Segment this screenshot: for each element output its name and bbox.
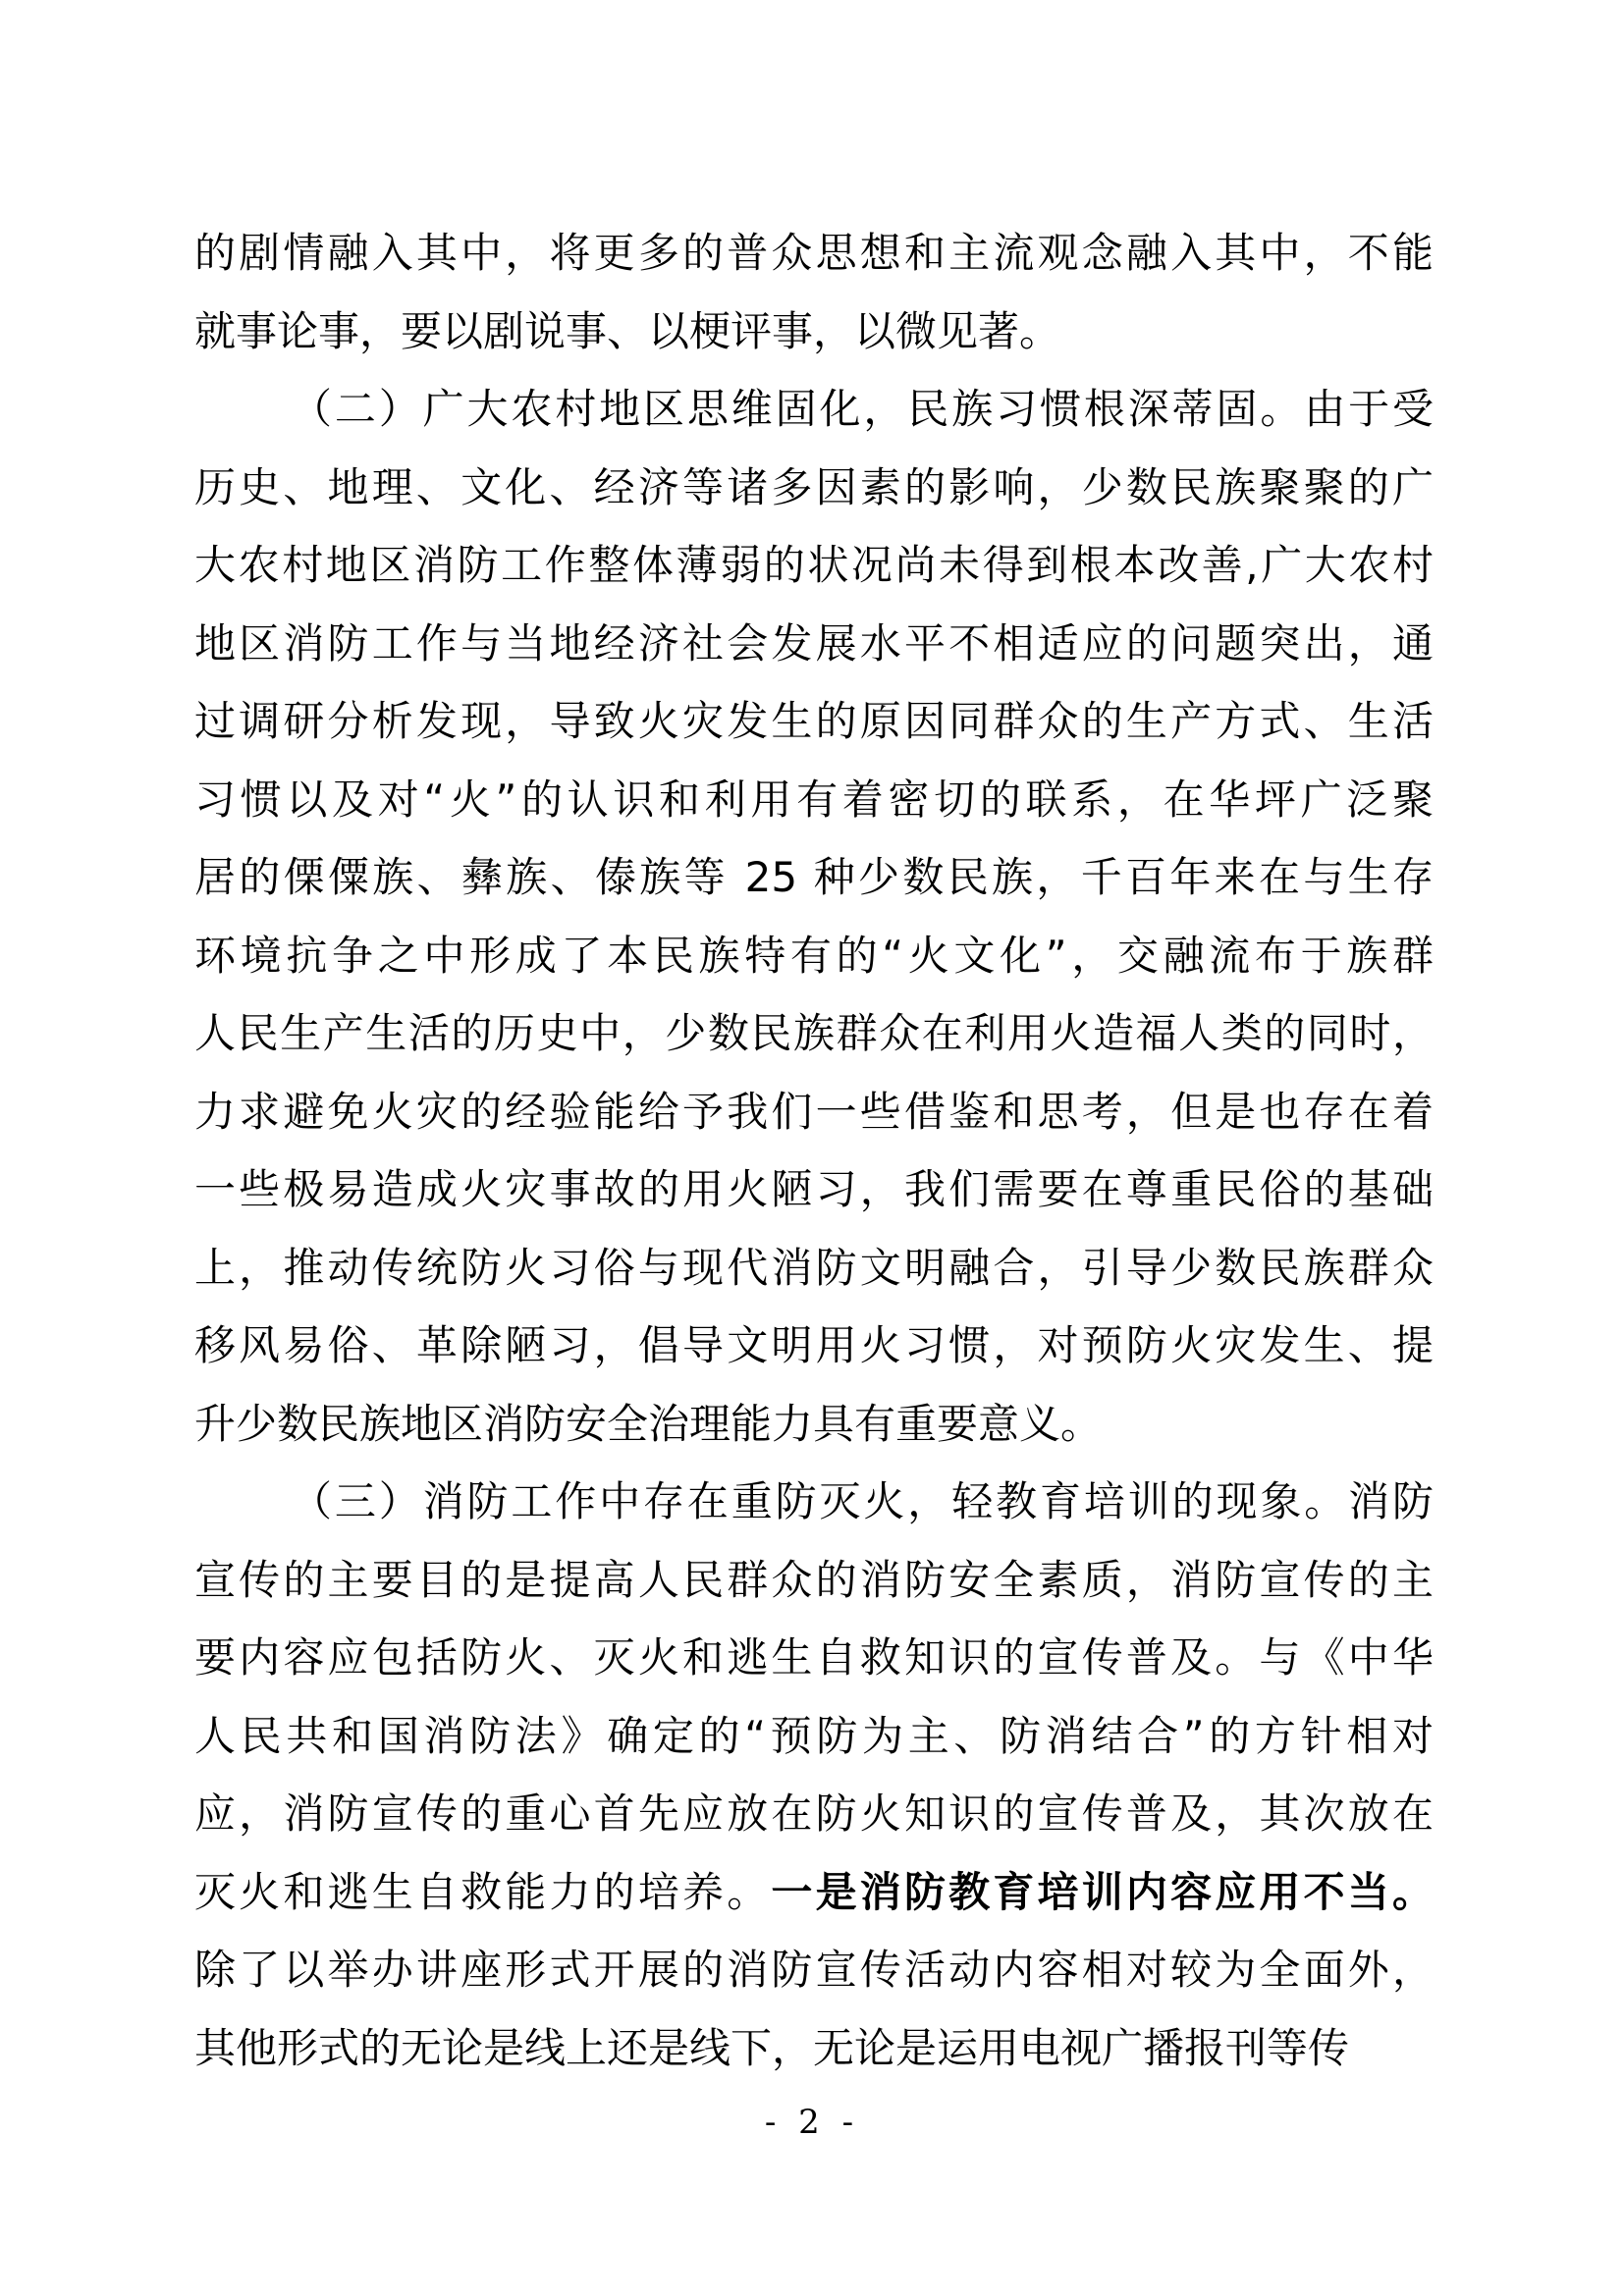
text-line [194,1619,1434,1697]
paragraph [194,1463,1434,2087]
line-text: 灭火和逃生自救能力的培养。 [194,1867,772,1916]
line-text: 其他形式的无论是线上还是线下，无论是运用电视广播报刊等传 [194,2023,1350,2072]
text-line [194,1385,1434,1464]
text-line [194,917,1434,995]
line-text: 移风易俗、革除陋习，倡导文明用火习惯，对预防火灾发生、提 [194,1321,1434,1369]
text-line [194,1775,1434,1853]
text-line [194,449,1434,527]
page-number: - 2 - [764,2103,860,2142]
line-text: 人民共和国消防法》确定的“预防为主、防消结合”的方针相对 [194,1711,1434,1760]
text-line [194,293,1434,371]
line-text: 升少数民族地区消防安全治理能力具有重要意义。 [194,1399,1103,1448]
line-text: （三）消防工作中存在重防灭火，轻教育培训的现象。消防 [291,1477,1434,1525]
text-line [194,994,1434,1073]
line-text: 环境抗争之中形成了本民族特有的“火文化”，交融流布于族群 [194,931,1434,980]
line-text: 历史、地理、文化、经济等诸多因素的影响，少数民族聚聚的广 [194,462,1434,511]
text-line [194,761,1434,839]
line-text: 除了以举办讲座形式开展的消防宣传活动内容相对较为全面外， [194,1946,1434,1994]
text-line [194,526,1434,605]
line-text: 大农村地区消防工作整体薄弱的状况尚未得到根本改善,广大农村 [194,541,1434,589]
text-line [194,1229,1434,1308]
text-line [194,1307,1434,1385]
text-line [194,214,1434,293]
paragraph [194,370,1434,1463]
text-line [194,1150,1434,1229]
line-text: （二）广大农村地区思维固化，民族习惯根深蒂固。由于受 [291,385,1434,433]
text-line [194,1697,1434,1776]
line-text: 上，推动传统防火习俗与现代消防文明融合，引导少数民族群众 [194,1243,1434,1292]
text-line [194,370,1434,449]
line-text: 居的傈僳族、彝族、傣族等 25 种少数民族，千百年来在与生存 [194,853,1434,901]
line-text: 应，消防宣传的重心首先应放在防火知识的宣传普及，其次放在 [194,1789,1434,1838]
text-line [194,1853,1434,1932]
paragraph [194,214,1434,370]
line-text: 力求避免火灾的经验能给予我们一些借鉴和思考，但是也存在着 [194,1087,1434,1136]
line-text: 一些极易造成火灾事故的用火陋习，我们需要在尊重民俗的基础 [194,1165,1434,1213]
line-text: 宣传的主要目的是提高人民群众的消防安全素质，消防宣传的主 [194,1555,1434,1604]
line-text: 地区消防工作与当地经济社会发展水平不相适应的问题突出，通 [194,618,1434,667]
text-line [194,1541,1434,1620]
text-line [194,682,1434,761]
line-text: 就事论事，要以剧说事、以梗评事，以微见著。 [194,306,1061,355]
text-line [194,838,1434,917]
document-body [194,214,1434,2087]
line-text: 过调研分析发现，导致火灾发生的原因同群众的生产方式、生活 [194,697,1434,745]
text-line [194,1463,1434,1541]
text-line [194,605,1434,683]
text-line [194,1931,1434,2009]
text-line [194,2009,1434,2088]
text-line [194,1073,1434,1151]
line-text: 的剧情融入其中，将更多的普众思想和主流观念融入其中，不能 [194,229,1434,277]
line-text: 要内容应包括防火、灭火和逃生自救知识的宣传普及。与《中华 [194,1633,1434,1682]
line-text: 人民生产生活的历史中，少数民族群众在利用火造福人类的同时， [194,1009,1434,1057]
bold-emphasis-text: 一是消防教育培训内容应用不当。 [771,1867,1434,1916]
line-text: 习惯以及对“火”的认识和利用有着密切的联系，在华坪广泛聚 [194,774,1434,824]
